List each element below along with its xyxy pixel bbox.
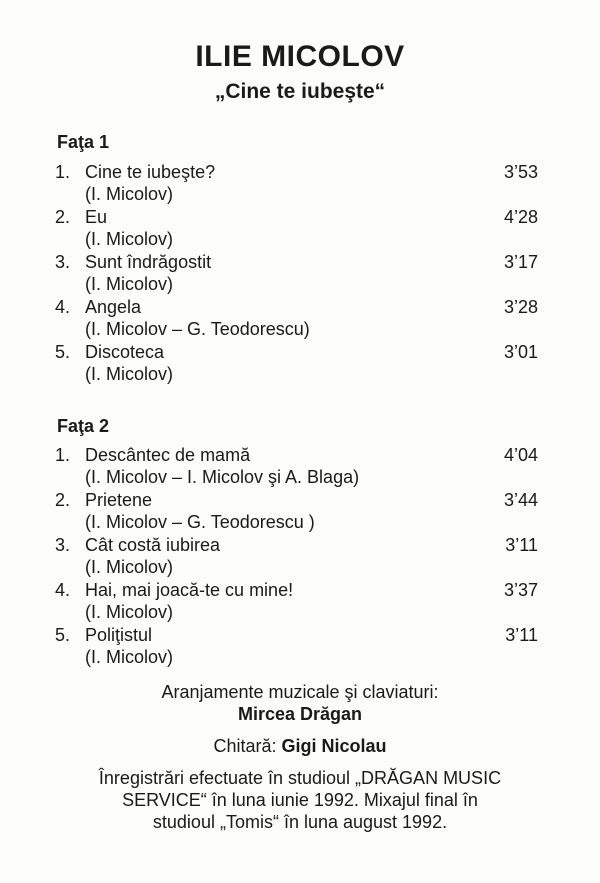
arranger-name: Mircea Drăgan bbox=[237, 704, 363, 724]
track-title: Descântec de mamă bbox=[85, 445, 251, 465]
track-duration: 3’28 bbox=[503, 297, 538, 317]
track-credit: (I. Micolov) bbox=[85, 364, 174, 384]
track-row bbox=[0, 207, 600, 252]
artist-name: ILIE MICOLOV bbox=[195, 40, 405, 73]
track-number: 1. bbox=[55, 445, 71, 465]
track-duration: 4’28 bbox=[503, 207, 538, 227]
track-duration: 4’04 bbox=[503, 445, 538, 465]
side-2-title: Faţa 2 bbox=[57, 416, 110, 436]
track-number: 3. bbox=[55, 535, 71, 555]
track-number: 3. bbox=[55, 252, 71, 272]
track-row bbox=[0, 252, 600, 297]
track-duration: 3’11 bbox=[505, 535, 538, 555]
track-row bbox=[0, 297, 600, 342]
track-credit: (I. Micolov – G. Teodorescu ) bbox=[85, 512, 315, 532]
track-credit: (I. Micolov – G. Teodorescu) bbox=[85, 319, 310, 339]
arrangement-label: Aranjamente muzicale şi claviaturi: bbox=[161, 682, 439, 702]
track-title: Hai, mai joacă-te cu mine! bbox=[85, 580, 294, 600]
recording-note-line-3: studioul „Tomis“ în luna august 1992. bbox=[152, 812, 448, 832]
track-credit: (I. Micolov) bbox=[85, 602, 174, 622]
track-duration: 3’11 bbox=[505, 625, 538, 645]
recording-note-line-1: Înregistrări efectuate în studioul „DRĂGAN MUSIC bbox=[98, 768, 502, 788]
track-credit: (I. Micolov) bbox=[85, 184, 174, 204]
track-row bbox=[0, 490, 600, 535]
album-title: „Cine te iubeşte“ bbox=[214, 80, 386, 103]
side-1-title: Faţa 1 bbox=[57, 132, 110, 152]
track-duration: 3’53 bbox=[503, 162, 538, 182]
recording-note-line-2: SERVICE“ în luna iunie 1992. Mixajul final în bbox=[122, 790, 478, 810]
track-credit: (I. Micolov) bbox=[85, 274, 174, 294]
guitar-label: Chitară: bbox=[213, 736, 277, 756]
track-row bbox=[0, 342, 600, 387]
track-number: 5. bbox=[55, 625, 71, 645]
track-number: 4. bbox=[55, 297, 71, 317]
track-number: 5. bbox=[55, 342, 71, 362]
track-row bbox=[0, 580, 600, 625]
guitarist-name: Gigi Nicolau bbox=[281, 736, 387, 756]
track-row bbox=[0, 625, 600, 670]
track-title: Eu bbox=[85, 207, 108, 227]
track-credit: (I. Micolov) bbox=[85, 557, 174, 577]
track-credit: (I. Micolov) bbox=[85, 647, 174, 667]
side-2-track-list bbox=[0, 445, 600, 670]
track-title: Poliţistul bbox=[85, 625, 153, 645]
track-title: Prietene bbox=[85, 490, 153, 510]
side-1-track-list bbox=[0, 162, 600, 387]
track-number: 2. bbox=[55, 490, 71, 510]
track-row bbox=[0, 535, 600, 580]
track-row bbox=[0, 162, 600, 207]
track-title: Angela bbox=[85, 297, 142, 317]
track-duration: 3’37 bbox=[503, 580, 538, 600]
track-duration: 3’44 bbox=[503, 490, 538, 510]
track-credit: (I. Micolov – I. Micolov şi A. Blaga) bbox=[85, 467, 360, 487]
track-title: Cine te iubeşte? bbox=[85, 162, 216, 182]
track-number: 2. bbox=[55, 207, 71, 227]
track-duration: 3’17 bbox=[503, 252, 538, 272]
track-title: Sunt îndrăgostit bbox=[85, 252, 212, 272]
track-credit: (I. Micolov) bbox=[85, 229, 174, 249]
track-title: Discoteca bbox=[85, 342, 165, 362]
track-row bbox=[0, 445, 600, 490]
track-duration: 3’01 bbox=[503, 342, 538, 362]
track-title: Cât costă iubirea bbox=[85, 535, 221, 555]
track-number: 1. bbox=[55, 162, 71, 182]
guitar-credit bbox=[0, 736, 600, 757]
track-number: 4. bbox=[55, 580, 71, 600]
